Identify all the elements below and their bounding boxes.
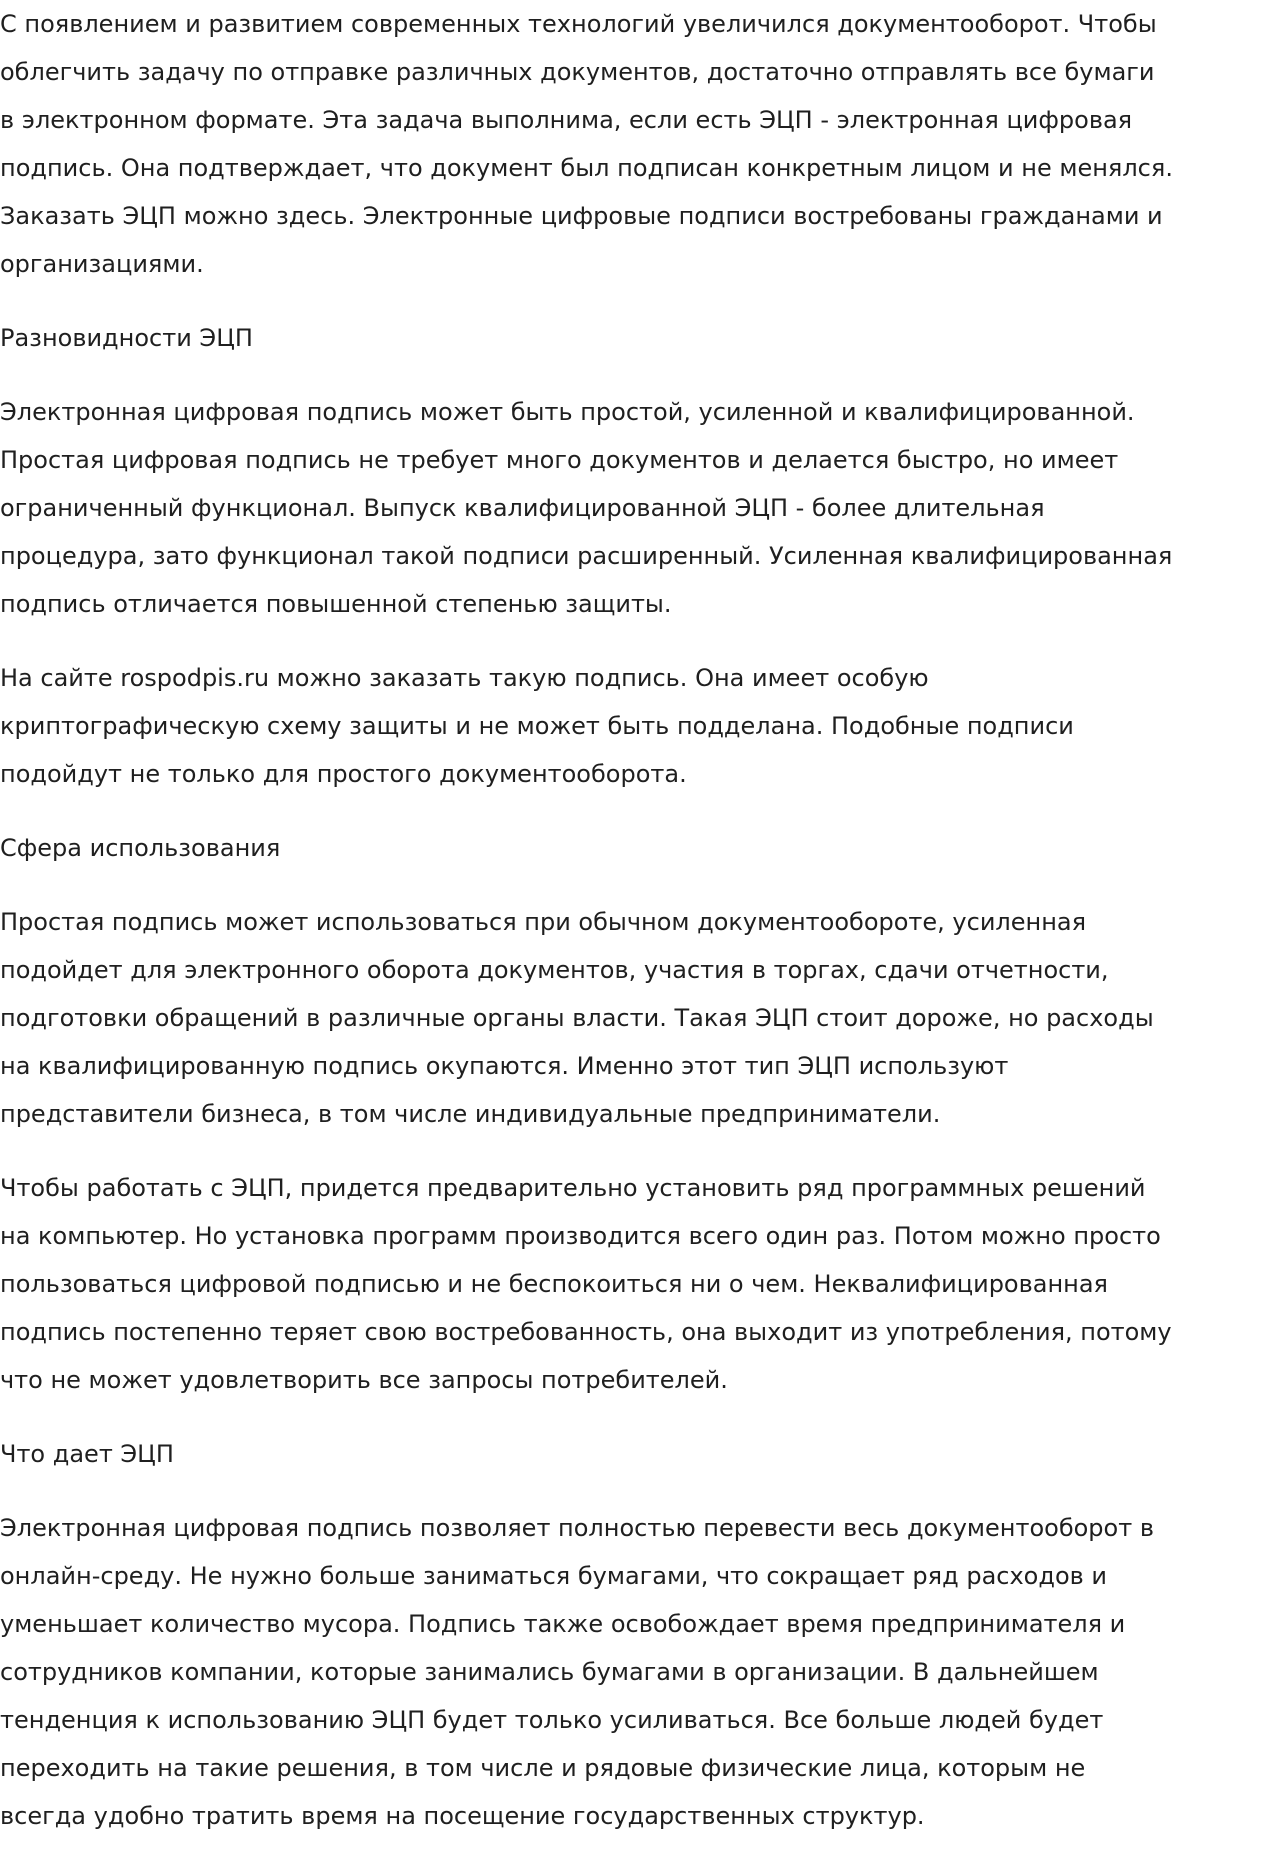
heading-usage [0, 824, 1270, 872]
text-line: подойдет для электронного оборота документов, участия в торгах, сдачи отчетности, [0, 956, 1109, 984]
text-line: уменьшает количество мусора. Подпись также освобождает время предпринимателя и [0, 1610, 1126, 1638]
text-line: подпись постепенно теряет свою востребованность, она выходит из употребления, потому [0, 1318, 1172, 1346]
paragraph-benefits-1 [0, 1504, 1270, 1840]
text-line: представители бизнеса, в том числе индивидуальные предприниматели. [0, 1100, 941, 1128]
text-line: На сайте rospodpis.ru можно заказать такую подпись. Она имеет особую [0, 664, 929, 692]
text-line: ограниченный функционал. Выпуск квалифицированной ЭЦП - более длительная [0, 494, 1045, 522]
text-line: процедура, зато функционал такой подписи расширенный. Усиленная квалифицированная [0, 542, 1173, 570]
text-line: Простая подпись может использоваться при обычном документообороте, усиленная [0, 908, 1087, 936]
text-line: подпись отличается повышенной степенью защиты. [0, 590, 672, 618]
heading-types [0, 314, 1270, 362]
heading-benefits [0, 1430, 1270, 1478]
text-line: всегда удобно тратить время на посещение государственных структур. [0, 1802, 925, 1830]
heading-text: Разновидности ЭЦП [0, 324, 253, 352]
text-line: на квалифицированную подпись окупаются. Именно этот тип ЭЦП используют [0, 1052, 1009, 1080]
text-line: облегчить задачу по отправке различных документов, достаточно отправлять все бумаги [0, 58, 1155, 86]
text-line: в электронном формате. Эта задача выполнима, если есть ЭЦП - электронная цифровая [0, 106, 1133, 134]
text-line: С появлением и развитием современных технологий увеличился документооборот. Чтобы [0, 10, 1157, 38]
text-line: что не может удовлетворить все запросы потребителей. [0, 1366, 728, 1394]
text-line: Простая цифровая подпись не требует много документов и делается быстро, но имеет [0, 446, 1119, 474]
paragraph-usage-2 [0, 1164, 1270, 1404]
text-line: пользоваться цифровой подписью и не беспокоиться ни о чем. Неквалифицированная [0, 1270, 1108, 1298]
text-line: переходить на такие решения, в том числе и рядовые физические лица, которым не [0, 1754, 1086, 1782]
text-line: Заказать ЭЦП можно здесь. Электронные цифровые подписи востребованы гражданами и [0, 202, 1163, 230]
text-line: Чтобы работать с ЭЦП, придется предварительно установить ряд программных решений [0, 1174, 1146, 1202]
text-line: подготовки обращений в различные органы власти. Такая ЭЦП стоит дороже, но расходы [0, 1004, 1154, 1032]
text-line: сотрудников компании, которые занимались бумагами в организации. В дальнейшем [0, 1658, 1099, 1686]
paragraph-types-1 [0, 388, 1270, 628]
text-line: на компьютер. Но установка программ производится всего один раз. Потом можно просто [0, 1222, 1161, 1250]
text-line: подойдут не только для простого документооборота. [0, 760, 687, 788]
text-line: онлайн-среду. Не нужно больше заниматься бумагами, что сокращает ряд расходов и [0, 1562, 1107, 1590]
paragraph-intro [0, 0, 1270, 288]
text-line: криптографическую схему защиты и не может быть подделана. Подобные подписи [0, 712, 1074, 740]
paragraph-types-2 [0, 654, 1270, 798]
text-line: тенденция к использованию ЭЦП будет только усиливаться. Все больше людей будет [0, 1706, 1104, 1734]
text-line: подпись. Она подтверждает, что документ был подписан конкретным лицом и не менялся. [0, 154, 1173, 182]
heading-text: Что дает ЭЦП [0, 1440, 174, 1468]
text-line: организациями. [0, 250, 204, 278]
paragraph-usage-1 [0, 898, 1270, 1138]
heading-text: Сфера использования [0, 834, 281, 862]
text-line: Электронная цифровая подпись позволяет полностью перевести весь документооборот в [0, 1514, 1154, 1542]
text-line: Электронная цифровая подпись может быть простой, усиленной и квалифицированной. [0, 398, 1135, 426]
